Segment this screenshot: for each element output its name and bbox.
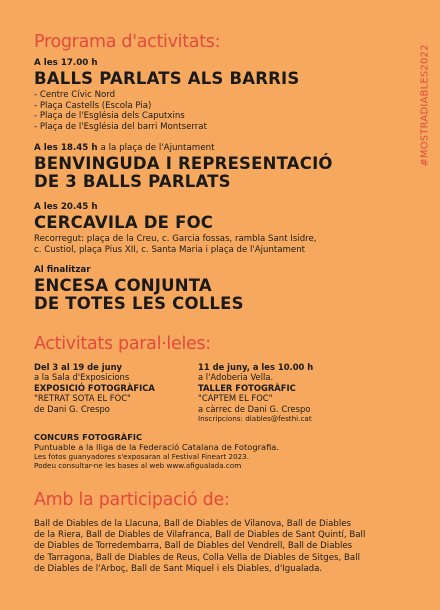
exposicio-author: de Dani G. Crespo: [34, 403, 110, 414]
item-title: CERCAVILA DE FOC: [34, 213, 214, 232]
taller-date: 11 de juny, a les 10.00 h: [198, 362, 314, 372]
participants-line: de Diables de l'Arboç, Ball de Sant Miquel i els Diables, d'Igualada.: [34, 563, 323, 574]
hashtag-side-label: #MOSTRADIABLES2022: [419, 44, 431, 167]
item-time: [34, 143, 404, 154]
location-list: [34, 90, 404, 132]
participants-line: de Diables de Torredembarra, Ball de Diables del Vendrell, Ball de Diables: [34, 541, 353, 552]
item-title-line: BENVINGUDA I REPRESENTACIÓ: [34, 154, 333, 173]
item-time: Al finalitzar: [34, 265, 91, 275]
concurs-block: [34, 432, 414, 470]
list-item: - Plaça de l'Església del barri Montserrat: [34, 121, 207, 132]
participants-line: de la Riera, Ball de Diables de Vilafranca, Ball de Diables de Sant Quintí, Ball: [34, 530, 366, 541]
exposicio-name: "RETRAT SOTA EL FOC": [34, 393, 131, 404]
concurs-title: CONCURS FOTOGRÀFIC: [34, 432, 143, 442]
programa-item-encesa: [34, 265, 404, 313]
taller-column: [198, 362, 313, 423]
exposicio-column: [34, 362, 155, 414]
item-time: A les 20.45 h: [34, 202, 98, 212]
item-title: BALLS PARLATS ALS BARRIS: [34, 69, 300, 88]
paraleles-heading: Activitats paral·leles:: [34, 334, 211, 354]
route-line: Recorregut: plaça de la Creu, c. Garcia fossas, rambla Sant Isidre,: [34, 234, 317, 244]
route-line: c. Custiol, plaça Pius XII, c. Santa Maria i plaça de l'Ajuntament: [34, 244, 306, 255]
list-item: - Centre Cívic Nord: [34, 90, 116, 100]
item-time: A les 17.00 h: [34, 58, 98, 68]
programa-item-cercavila: [34, 202, 404, 256]
exposicio-place: a la Sala d'Exposicions: [34, 372, 130, 383]
item-time-place: a la plaça de l'Ajuntament: [100, 143, 215, 153]
taller-inscriptions: Inscripcions: diables@festhi.cat: [198, 414, 312, 424]
exposicio-date: Del 3 al 19 de juny: [34, 362, 123, 372]
concurs-line: Podeu consultar-ne les bases al web www.afigualada.com: [34, 461, 242, 471]
taller-author: a càrrec de Dani G. Crespo: [198, 403, 311, 414]
list-item: - Plaça Castells (Escola Pia): [34, 100, 152, 111]
participants-line: de Tarragona, Ball de Diables de Reus, Colla Vella de Diables de Sitges, Ball: [34, 552, 360, 563]
exposicio-title: EXPOSICIÓ FOTOGRÀFICA: [34, 382, 155, 393]
programa-item-balls-parlats: [34, 58, 404, 132]
item-title-line: DE 3 BALLS PARLATS: [34, 172, 231, 191]
item-title-line: ENCESA CONJUNTA: [34, 276, 212, 295]
programa-heading: Programa d'activitats:: [34, 32, 221, 52]
participacio-heading: Amb la participació de:: [34, 490, 230, 510]
programa-item-benvinguda: [34, 143, 404, 191]
item-time-hour: A les 18.45 h: [34, 143, 98, 153]
route-description: [34, 234, 404, 256]
taller-title: TALLER FOTOGRÀFIC: [198, 382, 296, 393]
taller-place: a l'Adoberia Vella.: [198, 372, 274, 383]
item-title-line: DE TOTES LES COLLES: [34, 294, 244, 313]
list-item: - Plaça de l'Església dels Caputxins: [34, 111, 185, 122]
concurs-line: Puntuable a la lliga de la Federació Catalana de Fotografia.: [34, 442, 280, 453]
taller-name: "CAPTEM EL FOC": [198, 393, 273, 404]
concurs-line: Les fotos guanyadores s'exposaran al Festival Fineart 2023.: [34, 452, 249, 462]
participants-list: [34, 519, 410, 575]
participants-line: Ball de Diables de la Llacuna, Ball de Diables de Vilanova, Ball de Diables: [34, 519, 352, 529]
